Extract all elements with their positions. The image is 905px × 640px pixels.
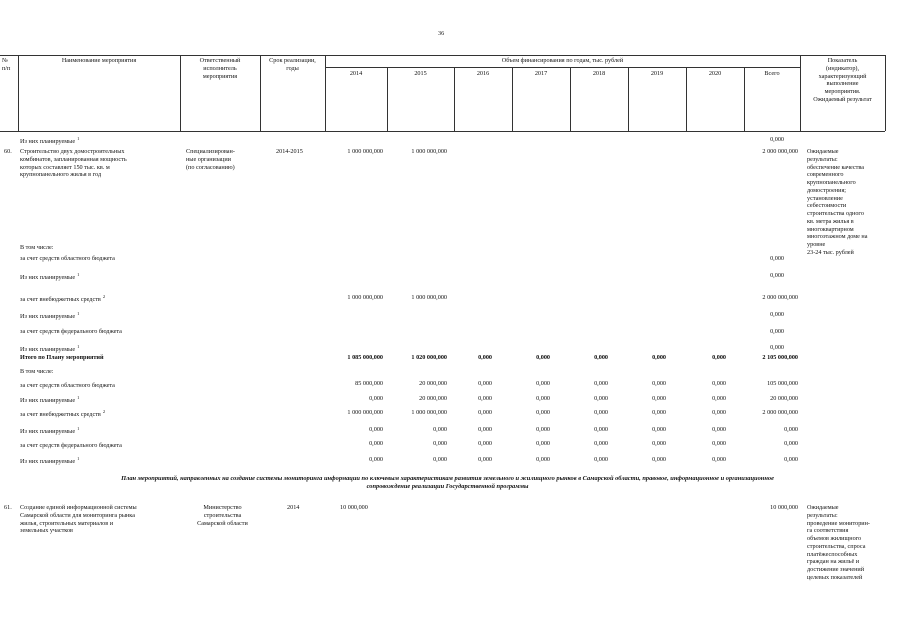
page-number: 36 [438,30,445,37]
row-label: Из них планируемые $^1$ [20,272,80,282]
totals-sub-value: 105 000,000 [767,380,798,387]
totals-sub-value: 0,000 [652,440,666,447]
totals-sub-value: 0,000 [652,456,666,463]
totals-sub-value: 0,000 [712,395,726,402]
row-total: 0,000 [770,311,784,318]
totals-sub-value: 0,000 [478,409,492,416]
totals-sub-value: 0,000 [594,380,608,387]
totals-sub-label: за счет средств федерального бюджета [20,442,122,450]
totals-value: 2 105 000,000 [762,354,798,361]
row-label: за счет внебюджетных средств $^2$ [20,294,106,304]
row-label: Из них планируемые $^1$ [20,136,80,146]
header-responsible: Ответственный исполнитель мероприятия [199,57,241,80]
row-name: Строительство двух домостроительных комбинатов, запланированная мощность которых составляет 150 тыс. кв. м крупнопанельного жилья в год [20,148,127,179]
header-year: 2015 [414,70,427,77]
in-that-number: В том числе: [20,368,54,375]
header-year: 2016 [476,70,490,77]
totals-sub-value: 0,000 [784,440,798,447]
totals-value: 0,000 [536,354,550,361]
totals-sub-value: 0,000 [712,380,726,387]
header-bottom-line [0,131,885,132]
row-num: 60. [4,148,12,155]
totals-sub-value: 0,000 [478,380,492,387]
totals-sub-value: 0,000 [433,426,447,433]
row-total: 0,000 [770,136,784,143]
row-name: Создание единой информационной системы Самарской области для мониторинга рынка жилья, строительных материалов и земельных участков [20,504,137,535]
header-total: Всего [764,70,780,77]
row-value-2014: 1 000 000,000 [347,294,383,301]
row-value-2014: 10 000,000 [340,504,368,511]
totals-sub-value: 20 000,000 [419,395,447,402]
row-value-2015: 1 000 000,000 [411,148,447,155]
totals-sub-value: 0,000 [652,409,666,416]
totals-sub-value: 1 000 000,000 [347,409,383,416]
row-value-2014: 1 000 000,000 [347,148,383,155]
totals-sub-value: 0,000 [594,426,608,433]
row-value-2015: 1 000 000,000 [411,294,447,301]
row-total: 2 000 000,000 [762,148,798,155]
totals-sub-value: 0,000 [369,440,383,447]
totals-sub-value: 0,000 [478,440,492,447]
totals-sub-label: Из них планируемые $^1$ [20,456,80,466]
section-title: План мероприятий, направленных на создание системы мониторинга информации по ключевым характеристикам развития земельного и жилищного рынков в Самарской области, правовое, информационное и организационное сопровождение реализации Государственной программы [121,475,774,490]
totals-sub-value: 0,000 [652,380,666,387]
totals-sub-value: 85 000,000 [355,380,383,387]
totals-value: 1 085 000,000 [347,354,383,361]
header-indicator: Показатель (индикатор), характеризующий выполнение мероприятия. Ожидаемый результат [813,57,872,103]
totals-sub-value: 0,000 [536,380,550,387]
totals-sub-value: 0,000 [536,440,550,447]
totals-sub-value: 2 000 000,000 [762,409,798,416]
totals-sub-value: 0,000 [478,426,492,433]
totals-sub-value: 0,000 [536,395,550,402]
header-year: 2014 [349,70,363,77]
header-funding: Объем финансирования по годам, тыс. рублей [501,57,624,64]
totals-sub-value: 0,000 [369,426,383,433]
in-that-number: В том числе: [20,244,54,251]
row-num: 61. [4,504,12,511]
totals-sub-value: 0,000 [784,456,798,463]
header-year: 2018 [592,70,606,77]
row-total: 0,000 [770,255,784,262]
totals-sub-value: 0,000 [478,395,492,402]
totals-sub-label: за счет средств областного бюджета [20,382,115,390]
col-divider [18,55,19,131]
totals-sub-value: 20 000,000 [770,395,798,402]
row-term: 2014-2015 [276,148,303,155]
row-total: 0,000 [770,328,784,335]
row-total: 2 000 000,000 [762,294,798,301]
col-divider [325,55,326,131]
row-total: 0,000 [770,344,784,351]
totals-sub-value: 0,000 [594,440,608,447]
totals-sub-label: Из них планируемые $^1$ [20,395,80,405]
header-term: Срок реализации, годы [269,57,316,72]
totals-sub-value: 0,000 [594,395,608,402]
totals-sub-value: 0,000 [536,409,550,416]
row-responsible: Специализирован- ные организации (по согласованию) [186,148,235,171]
totals-sub-value: 0,000 [784,426,798,433]
totals-sub-label: за счет внебюджетных средств $^2$ [20,409,106,419]
row-expected-result: Ожидаемые результаты: проведение мониторин- га соответствия объемов жилищного строительства, спроса платёжеспособных граждан на жильё и достижение значений целевых показателей [807,504,870,581]
col-divider [885,55,886,131]
totals-value: 0,000 [712,354,726,361]
totals-value: 0,000 [478,354,492,361]
header-year: 2019 [650,70,664,77]
totals-sub-value: 0,000 [712,409,726,416]
row-label: за счет средств федерального бюджета [20,328,122,335]
header-year: 2017 [534,70,548,77]
header-year: 2020 [708,70,722,77]
totals-sub-value: 0,000 [594,456,608,463]
totals-sub-value: 0,000 [478,456,492,463]
totals-title: Итого по Плану мероприятий [20,354,104,361]
header-num: № п/п [2,57,11,72]
row-expected-result: Ожидаемые результаты: обеспечение качества современного крупнопанельного домостроения; установление себестоимости строительства одного кв. метра жилья в многоквартирном многоэтажном доме на уровне 23-24 тыс. рублей [807,148,868,256]
row-label: Из них планируемые $^1$ [20,344,80,354]
totals-sub-value: 0,000 [652,426,666,433]
totals-value: 0,000 [652,354,666,361]
header-top-line [0,55,885,56]
years-top-line [325,67,800,68]
row-label: за счет средств областного бюджета [20,255,115,262]
totals-sub-value: 0,000 [712,426,726,433]
header-name: Наименование мероприятия [61,57,137,64]
totals-value: 0,000 [594,354,608,361]
totals-sub-value: 0,000 [712,440,726,447]
row-total: 10 000,000 [770,504,798,511]
totals-value: 1 020 000,000 [411,354,447,361]
totals-sub-value: 20 000,000 [419,380,447,387]
row-total: 0,000 [770,272,784,279]
totals-sub-value: 0,000 [536,456,550,463]
totals-sub-value: 0,000 [652,395,666,402]
row-responsible: Министерство строительства Самарской области [197,504,248,527]
totals-sub-value: 0,000 [594,409,608,416]
totals-sub-value: 1 000 000,000 [411,409,447,416]
row-label: Из них планируемые $^1$ [20,311,80,321]
totals-sub-value: 0,000 [369,456,383,463]
totals-sub-label: Из них планируемые $^1$ [20,426,80,436]
totals-sub-value: 0,000 [433,440,447,447]
totals-sub-value: 0,000 [712,456,726,463]
totals-sub-value: 0,000 [433,456,447,463]
totals-sub-value: 0,000 [536,426,550,433]
row-term: 2014 [287,504,300,511]
totals-sub-value: 0,000 [369,395,383,402]
